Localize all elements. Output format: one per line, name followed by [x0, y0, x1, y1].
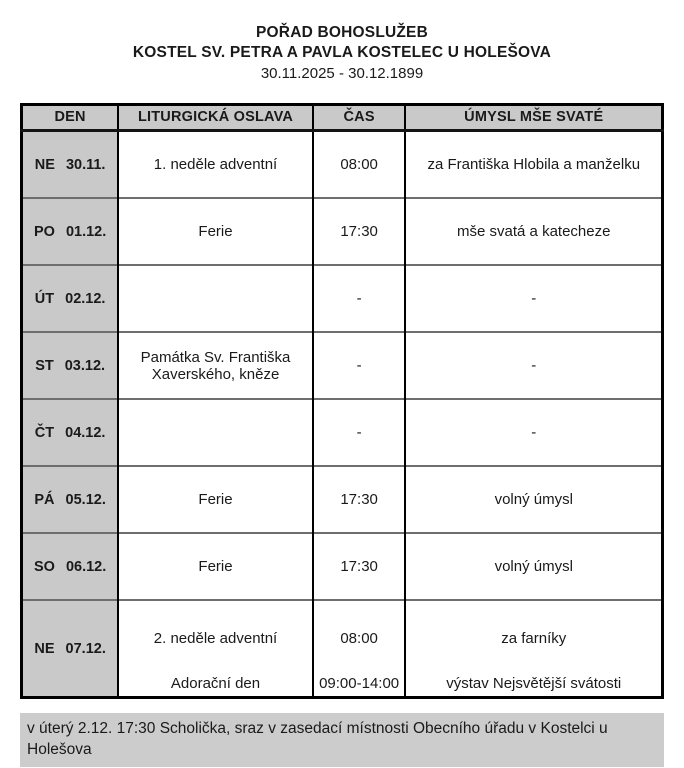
day-date: 30.11.: [65, 156, 106, 173]
day-date: 05.12.: [65, 491, 106, 508]
day-abbrev: NE: [34, 640, 55, 657]
celebration-cell: [118, 399, 313, 466]
column-header-celebration: LITURGICKÁ OSLAVA: [118, 105, 313, 131]
time-cell: 08:00: [313, 131, 406, 199]
day-cell: [22, 265, 119, 332]
intention-line-2: výstav Nejsvětější svátosti: [446, 675, 622, 692]
day-abbrev: SO: [33, 558, 55, 575]
celebration-cell: Památka Sv. Františka Xaverského, kněze: [118, 332, 313, 399]
time-cell: 17:30: [313, 533, 406, 600]
day-cell: [22, 533, 119, 600]
intention-cell: volný úmysl: [405, 466, 662, 533]
celebration-cell: Ferie: [118, 466, 313, 533]
day-cell: [22, 198, 119, 265]
day-abbrev: ČT: [34, 424, 55, 441]
table-row: [22, 600, 663, 698]
table-row: [22, 466, 663, 533]
column-header-time: ČAS: [313, 105, 406, 131]
time-cell: -: [313, 332, 406, 399]
table-row: [22, 533, 663, 600]
time-line-1: 08:00: [340, 630, 378, 647]
day-cell: [22, 600, 119, 698]
table-row: [22, 265, 663, 332]
celebration-line-2: Adorační den: [170, 675, 261, 692]
intention-line-1: za farníky: [501, 630, 567, 647]
celebration-cell: Ferie: [118, 533, 313, 600]
table-header: [22, 105, 663, 131]
day-date: 04.12.: [65, 424, 106, 441]
page-title: POŘAD BOHOSLUŽEB: [256, 24, 428, 41]
time-cell: -: [313, 265, 406, 332]
church-name: KOSTEL SV. PETRA A PAVLA KOSTELEC U HOLEŠOVA: [132, 44, 552, 61]
time-line-2: 09:00-14:00: [319, 675, 400, 692]
table-row: [22, 332, 663, 399]
day-date: 01.12.: [65, 223, 107, 240]
time-cell: [313, 600, 406, 698]
intention-cell: mše svatá a katecheze: [405, 198, 662, 265]
day-cell: [22, 466, 119, 533]
table-row: [22, 131, 663, 199]
service-schedule-table: [20, 103, 664, 699]
intention-cell: [405, 600, 662, 698]
day-date: 06.12.: [65, 558, 107, 575]
intention-cell: -: [405, 265, 662, 332]
announcement-note: v úterý 2.12. 17:30 Scholička, sraz v zasedací místnosti Obecního úřadu v Kostelci u Holešova: [20, 713, 664, 767]
intention-cell: volný úmysl: [405, 533, 662, 600]
day-abbrev: PO: [33, 223, 55, 240]
table-row: [22, 399, 663, 466]
day-abbrev: NE: [34, 156, 55, 173]
time-cell: 17:30: [313, 466, 406, 533]
day-cell: [22, 399, 119, 466]
day-cell: [22, 131, 119, 199]
date-range: 30.11.2025 - 30.12.1899: [260, 65, 424, 82]
day-date: 03.12.: [64, 357, 106, 374]
day-cell: [22, 332, 119, 399]
intention-cell: -: [405, 332, 662, 399]
celebration-cell: Ferie: [118, 198, 313, 265]
intention-cell: -: [405, 399, 662, 466]
day-abbrev: PÁ: [34, 491, 55, 508]
intention-cell: za Františka Hlobila a manželku: [405, 131, 662, 199]
celebration-cell: 1. neděle adventní: [118, 131, 313, 199]
day-abbrev: ÚT: [34, 290, 55, 307]
celebration-cell: [118, 600, 313, 698]
title-block: [0, 0, 684, 84]
day-date: 07.12.: [65, 640, 106, 657]
celebration-line-1: 2. neděle adventní: [153, 630, 278, 647]
time-cell: 17:30: [313, 198, 406, 265]
column-header-intention: ÚMYSL MŠE SVATÉ: [405, 105, 662, 131]
time-cell: -: [313, 399, 406, 466]
day-date: 02.12.: [65, 290, 106, 307]
day-abbrev: ST: [35, 357, 54, 374]
table-row: [22, 198, 663, 265]
celebration-cell: [118, 265, 313, 332]
column-header-day: DEN: [22, 105, 119, 131]
